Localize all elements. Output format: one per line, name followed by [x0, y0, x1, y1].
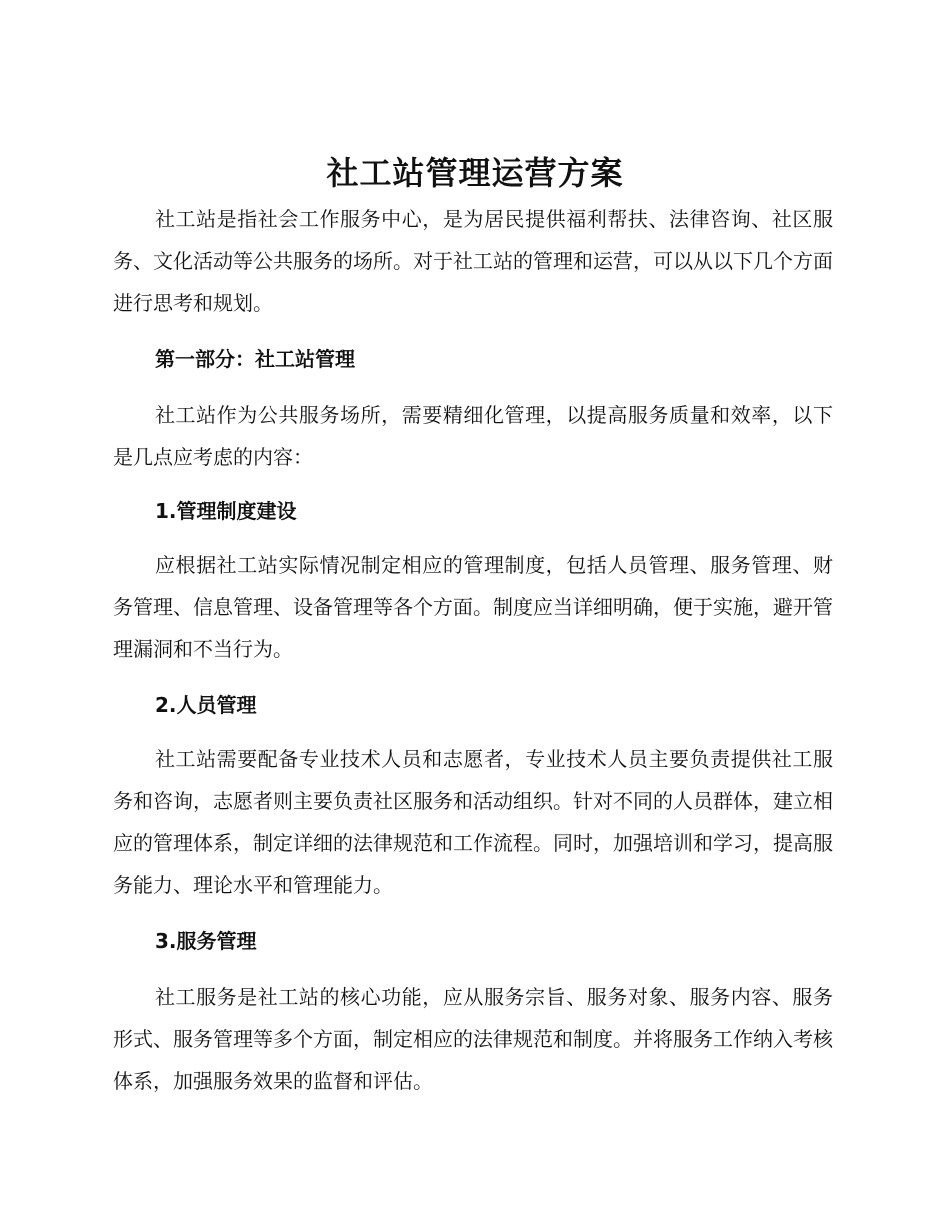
section-heading-service: 3.服务管理: [155, 929, 257, 953]
section-heading-management-system: 1.管理制度建设: [155, 499, 297, 523]
part1-paragraph: 社工站作为公共服务场所，需要精细化管理，以提高服务质量和效率，以下是几点应考虑的内容：: [113, 403, 833, 469]
section-paragraph-personnel: 社工站需要配备专业技术人员和志愿者，专业技术人员主要负责提供社工服务和咨询，志愿者则主要负责社区服务和活动组织。针对不同的人员群体，建立相应的管理体系，制定详细的法律规范和工作流程。同时，加强培训和学习，提高服务能力、理论水平和管理能力。: [113, 747, 833, 897]
section-paragraph-management-system: 应根据社工站实际情况制定相应的管理制度，包括人员管理、服务管理、财务管理、信息管理、设备管理等各个方面。制度应当详细明确，便于实施，避开管理漏洞和不当行为。: [113, 553, 833, 661]
section-heading-personnel: 2.人员管理: [155, 693, 257, 717]
part1-heading: 第一部分：社工站管理: [155, 347, 355, 371]
section-paragraph-service: 社工服务是社工站的核心功能，应从服务宗旨、服务对象、服务内容、服务形式、服务管理等多个方面，制定相应的法律规范和制度。并将服务工作纳入考核体系，加强服务效果的监督和评估。: [113, 985, 833, 1093]
intro-paragraph: 社工站是指社会工作服务中心，是为居民提供福利帮扶、法律咨询、社区服务、文化活动等公共服务的场所。对于社工站的管理和运营，可以从以下几个方面进行思考和规划。: [113, 207, 833, 315]
document-title: 社工站管理运营方案: [326, 154, 624, 192]
